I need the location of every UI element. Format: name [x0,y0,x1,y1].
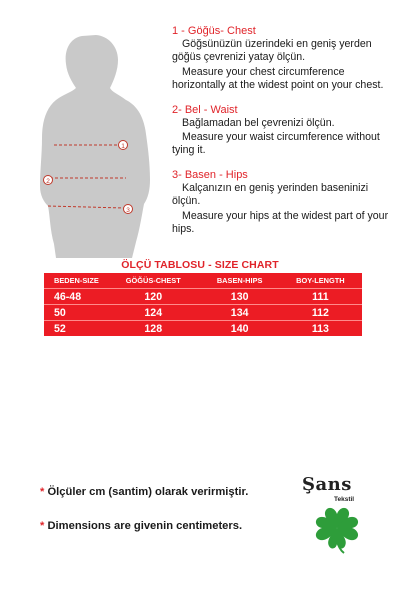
header-hips: BASEN-HIPS [201,273,279,289]
measurement-instructions [172,24,394,246]
cell-hips: 134 [201,305,279,321]
marker-3 [124,205,133,214]
table-row [44,289,362,305]
hips-text-en: Measure your hips at the widest part of your hips. [172,209,389,236]
note-star: * [40,486,45,498]
waist-title: 2- Bel - Waist [172,103,238,116]
size-chart-title: ÖLÇÜ TABLOSU - SIZE CHART [121,259,279,271]
marker-2 [44,176,53,185]
cell-size: 50 [44,305,106,321]
hips-title: 3- Basen - Hips [172,168,248,181]
hips-text-tr: Kalçanızın en geniş yerinden baseninizi ölçün. [172,181,369,208]
waist-instruction [172,103,394,158]
note-english-text: Dimensions are givenin centimeters. [47,520,243,532]
cell-size: 46-48 [44,289,106,305]
svg-text:1: 1 [121,142,125,150]
body-silhouette-figure [20,30,170,260]
note-star: * [40,520,45,532]
brand-logo [302,472,382,552]
marker-1 [119,141,128,150]
table-row [44,305,362,321]
cell-chest: 128 [144,322,163,335]
header-size: BEDEN-SIZE [44,273,106,289]
waist-text-tr: Bağlamadan bel çevrenizi ölçün. [182,116,335,129]
silhouette-shape [40,35,150,258]
header-length: BOY-LENGTH [279,273,362,289]
svg-text:2: 2 [46,177,50,185]
size-chart-table [44,273,362,336]
hips-instruction [172,168,394,237]
cell-size: 52 [54,322,66,335]
chest-text-tr: Göğsünüzün üzerindeki en geniş yerden göğüs çevrenizi yatay ölçün. [172,38,372,64]
cell-length: 113 [311,322,329,335]
size-chart-header-row [44,273,362,289]
logo-subtitle: Tekstil [334,496,355,503]
note-english [40,520,242,532]
waist-text-en: Measure your waist circumference without tying it. [172,131,380,157]
svg-text:3: 3 [126,206,130,214]
logo-wordmark: Şans [302,474,352,495]
cell-chest: 124 [106,305,201,321]
clover-icon [312,506,362,554]
chest-instruction [172,24,394,93]
table-row [44,321,362,336]
cell-hips: 130 [201,289,279,305]
note-turkish-text: Ölçüler cm (santim) olarak verirmiştir. [47,486,249,498]
chest-title: 1 - Göğüs- Chest [172,25,256,37]
cell-hips: 140 [230,322,249,335]
note-turkish [40,486,248,498]
header-chest: GÖĞÜS-CHEST [106,273,201,289]
chest-text-en: Measure your chest circumference horizontally at the widest point on your chest. [172,65,384,92]
cell-chest: 120 [106,289,201,305]
cell-length: 112 [279,305,362,321]
cell-length: 111 [279,289,362,305]
